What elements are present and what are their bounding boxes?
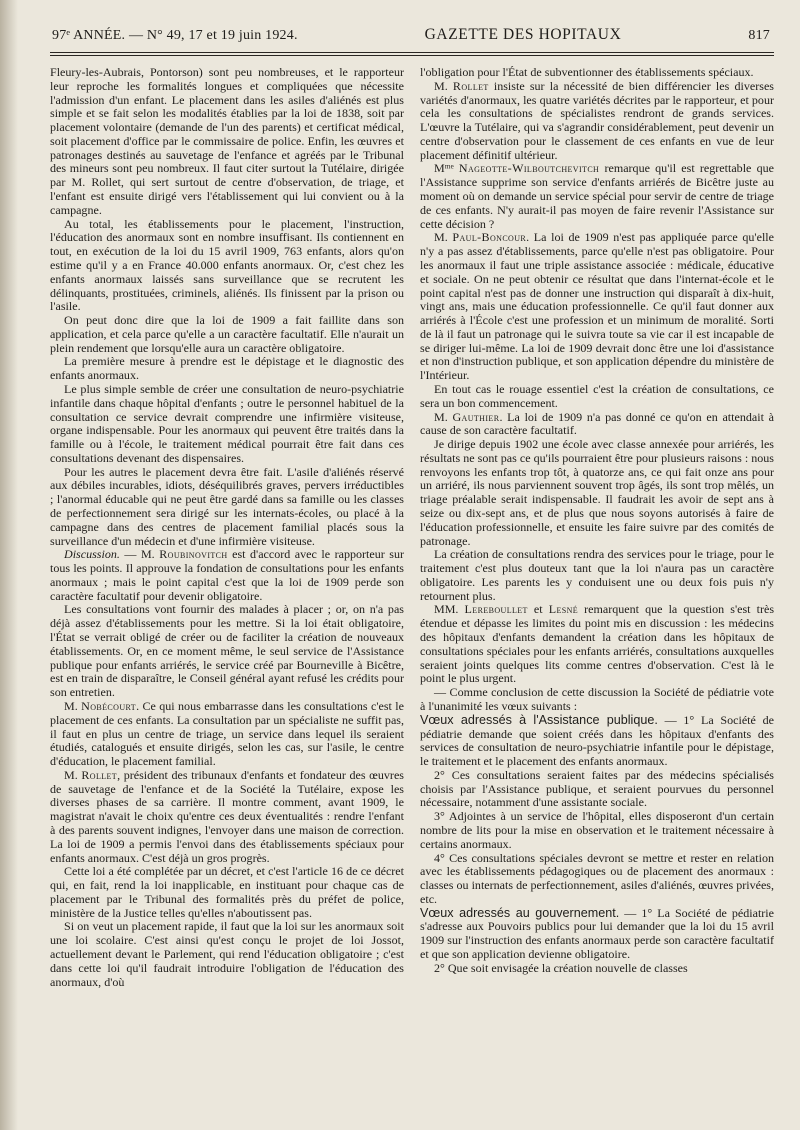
paragraph: 3° Adjointes à un service de l'hôpital, elles disposeront d'un certain nombre de lits pour la mise en observation et le traitement nécessaire à certains anormaux. xyxy=(420,809,774,851)
paragraph: 2° Ces consultations seraient faites par des médecins spécialisés choisis par l'Assistance publique, et seraient pourvues du personnel nécessaire, notamment d'une assistante sociale. xyxy=(420,767,774,810)
paragraph xyxy=(50,700,404,769)
text-run: M. xyxy=(434,230,453,245)
right-column xyxy=(420,66,774,989)
paragraph: l'obligation pour l'État de subventionner des établissements spéciaux. xyxy=(420,65,754,79)
paragraph xyxy=(50,769,404,865)
paragraph: Les consultations vont fournir des malades à placer ; or, on n'a pas déjà assez d'établissements pour les mettre. Si la loi était obligatoire, l'État se verrait obligé de créer ou de faciliter la création de nouveaux établissements. Or, en ce moment même, le seul service de l'Assistance publique pour enfants arriérés, le service créé par Bourneville à Bicêtre, est en train de disparaître, le Conseil général ayant refusé les crédits pour son entretien. xyxy=(50,602,404,700)
journal-title: GAZETTE DES HOPITAUX xyxy=(424,26,622,43)
paragraph: — Comme conclusion de cette discussion la Société de pédiatrie vote à l'unanimité les vœux suivants : xyxy=(420,685,774,713)
paragraph xyxy=(420,231,774,383)
paragraph: On peut donc dire que la loi de 1909 a fait faillite dans son application, et cela parce qu'elle a un caractère facultatif. Elle n'aurait un plein rendement que lorsqu'elle aura un caractère obligatoire. xyxy=(50,313,404,355)
speaker-name: Roubinovitch xyxy=(159,547,228,562)
paragraph xyxy=(420,907,774,962)
speaker-name: Lereboullet xyxy=(464,602,528,617)
paragraph xyxy=(420,714,774,769)
text-run: M. xyxy=(64,698,82,713)
paragraph xyxy=(420,411,774,439)
text-run: est d'accord avec le rapporteur sur tous les points. Il approuve la fondation de consultations pour les enfants anormaux ; mais le point capital c'est que la loi de 1909 perde son caractère facultatif pour devenir obligatoire. xyxy=(50,547,404,603)
page-number: 817 xyxy=(748,28,770,43)
speaker-name: Paul-Boncour xyxy=(452,230,527,245)
text-run: . Ce qui nous embarrasse dans les consultations c'est le placement de ces enfants. La consultation par un spécialiste ne suffit pas, il faut en plus un centre de triage, un service dans lequel ils seraient étudiés, catalogués et ensuite dirigés, selon les cas, sur l'asile, le centre d'éducation, le placement familial. xyxy=(50,698,404,769)
paragraph: Si on veut un placement rapide, il faut que la loi sur les anormaux soit une loi scolaire. C'est ainsi qu'est conçu le projet de loi Jossot, actuellement devant le Parlement, qui rend l'éducation obligatoire ; c'est dans cette loi qu'il faudrait introduire l'obligation de l'éducation des anormaux, d'où xyxy=(50,919,404,989)
speaker-name: Rollet xyxy=(81,767,118,782)
section-heading: Vœux adressés à l'Assistance publique. xyxy=(420,712,658,727)
text-run: et xyxy=(527,602,549,617)
text-run: . La loi de 1909 n'est pas appliquée parce qu'elle n'y a pas assez d'établissements, parce qu'elle n'est pas obligatoire. Pour les anormaux il faut une triple assistance associée : médicale, éducative et sociale. On ne peut obtenir ce résultat que dans l'internat-école et le point capital n'est pas de donner une instruction qui disparaît à dix-huit, vingt ans, mais une éducation professionnelle. Ce qu'il faut donner aux arriérés à l'École c'est une profession et un minimum de moralité. Sorti de là il faut un patronage qui le suivra toute sa vie car il est incapable de se diriger lui-même. La loi de 1909 devrait donc être une loi d'assistance et non d'instruction publique, et son application dépendre du ministère de l'Intérieur. xyxy=(420,230,774,383)
speaker-name: Nobécourt xyxy=(81,698,137,713)
text-run: M. xyxy=(434,409,453,424)
paragraph: Le plus simple semble de créer une consultation de neuro-psychiatrie infantile dans chaque hôpital d'enfants ; outre le personnel habituel de la consultation ce service devrait comprendre une infirmière visiteuse, organe indispensable. Pour les anormaux qui peuvent être traités dans la famille ou à l'école, le traitement médical pourrait être fait dans ces consultations devenant des dispensaires. xyxy=(50,381,404,465)
paragraph: Fleury-les-Aubrais, Pontorson) sont peu nombreuses, et le rapporteur leur reproche les formalités longues et compliquées que nécessite l'admission d'un enfant. Le placement dans les asiles d'aliénés est plus simple et se fait selon les modalités établies par la loi de 1838, soit par placement volontaire (demande de l'un des parents) et certificat médical, soit placement d'office par le commissaire de police. Enfin, les œuvres et patronages destinés au sauvetage de l'enfance et agréés par le Tribunal des mineurs sont peu nombreux. Il faut citer surtout la Tutélaire, dirigée par M. Rollet, qui sert surtout de centre d'observation, de triage, et l'enfant est ensuite dirigé vers l'établissement qui lui convient ou à la campagne. xyxy=(50,65,404,217)
text-columns xyxy=(50,66,774,989)
speaker-name: Gauthier xyxy=(452,409,500,424)
speaker-name: Rollet xyxy=(452,78,489,93)
text-run: . La loi de 1909 n'a pas donné ce qu'on en attendait à cause de son caractère facultatif. xyxy=(420,409,774,438)
header-rule xyxy=(50,52,774,53)
paragraph: Cette loi a été complétée par un décret, et c'est l'article 16 de ce décret qui, en fait, rend la loi inapplicable, en instituant pour chaque cas de placement par le Tribunal des formalités près du préfet de police, ministère de la Justice telles qu'elles n'aboutissent pas. xyxy=(50,864,404,920)
left-column xyxy=(50,66,404,989)
discussion-label: Discussion. xyxy=(64,547,120,562)
header-rule-double xyxy=(50,55,774,56)
paragraph: 4° Ces consultations spéciales devront se mettre et rester en relation avec les établissements pédagogiques ou de placement des anormaux : classes ou internats de perfectionnement, asiles d'aliénés, œuvres privées, etc. xyxy=(420,850,774,906)
paragraph: Pour les autres le placement devra être fait. L'asile d'aliénés réservé aux débiles incurables, idiots, déséquilibrés graves, pervers irréductibles ; l'anormal éducable qui ne peut être gardé dans sa famille ou les classes de perfectionnement sera dirigé sur les internats-écoles, ou placé à la campagne dans des centres de placement familial placés sous la surveillance d'un médecin et d'une infirmière visiteuse. xyxy=(50,464,404,548)
text-run: M. xyxy=(64,767,82,782)
text-run: , président des tribunaux d'enfants et fondateur des œuvres de sauvetage de l'enfance et de la Société la Tutélaire, expose les diverses phases de sa carrière. Il montre comment, avant 1909, le magistrat n'avait le choix qu'entre ces deux éventualités : rendre l'enfant à des parents souvent indignes, l'envoyer dans une maison de correction. La loi de 1909 a permis l'envoi dans des établissements spéciaux pour enfants anormaux. C'est déjà un gros progrès. xyxy=(50,767,404,865)
issue-line: 97ᵉ ANNÉE. — N° 49, 17 et 19 juin 1924. xyxy=(52,28,298,43)
text-run: Mᵐᵉ xyxy=(434,161,459,176)
paragraph xyxy=(50,548,404,603)
section-heading: Vœux adressés au gouvernement. xyxy=(420,905,620,920)
speaker-name: Nageotte-Wilboutchevitch xyxy=(458,161,600,176)
paragraph: Au total, les établissements pour le placement, l'instruction, l'éducation des anormaux sont en nombre insuffisant. Ils contiennent en tout, en exécution de la loi du 15 avril 1909, 763 enfants, alors qu'on estime qu'il y a en France 40.000 enfants anormaux. Or, c'est chez les enfants anormaux laissés sans surveillance que se recrutent les délinquants, prostituées, criminels, aliénés. Ils finissent par la prison ou l'asile. xyxy=(50,216,404,314)
text-run: — 1° La Société de pédiatrie s'adresse aux Pouvoirs publics pour lui demander que la loi du 15 avril 1909 sur l'instruction des enfants anormaux perde son caractère facultatif et que son application devienne obligatoire. xyxy=(420,905,774,961)
paragraph: En tout cas le rouage essentiel c'est la création de consultations, ce sera un bon commencement. xyxy=(420,381,774,410)
text-run: — 1° La Société de pédiatrie demande que soient créés dans les hôpitaux d'enfants des services de consultation de neuro-psychiatrie infantile pour le dépistage, le traitement et le placement des enfants anormaux. xyxy=(420,712,774,769)
text-run: remarque qu'il est regrettable que l'Assistance supprime son service d'enfants arriérés de Bicêtre juste au moment où on demande un service spécial pour servir de centre de triage de ces enfants. N'y aurait-il pas moyen de faire revenir l'Assistance sur cette décision ? xyxy=(420,161,774,231)
paragraph: La première mesure à prendre est le dépistage et le diagnostic des enfants anormaux. xyxy=(50,354,404,383)
text-run: M. xyxy=(434,78,453,93)
text-run: remarquent que la question s'est très étendue et dépasse les limites du point mis en discussion : les médecins des hôpitaux d'enfants demandent la création dans les hôpitaux de consultations spéciales pour les enfants arriérés, consultations auxquelles seraient joints quelques lits comme centres d'observation. C'est là le point le plus urgent. xyxy=(420,602,775,686)
text-run: — M. xyxy=(119,547,160,562)
paragraph: Je dirige depuis 1902 une école avec classe annexée pour arriérés, les résultats ne sont pas ce qu'ils pourraient être pour plusieurs raisons : nous renvoyons les enfants trop tôt, à quatorze ans, ce qui fait onze ans pour un arriéré, ils nous parviennent souvent trop âgés, ils sont trop mêlés, un triage préalable serait indispensable. Il faudrait les avoir de sept ans à seize ou dix-sept ans, et de plus que nous soyons autorisés à faire de l'éducation professionnelle, et ensuite les faire suivre par des comités de patronage. xyxy=(420,437,774,548)
paragraph: La création de consultations rendra des services pour le triage, pour le traitement c'est plus douteux tant que la loi n'aura pas un caractère obligatoire. Les parents les y conduisent une ou deux fois puis n'y retournent plus. xyxy=(420,547,774,603)
text-run: MM. xyxy=(434,602,465,617)
speaker-name: Lesné xyxy=(548,602,579,617)
page-header xyxy=(50,26,774,44)
paragraph: 2° Que soit envisagée la création nouvelle de classes xyxy=(434,960,688,975)
paragraph xyxy=(420,162,774,231)
paragraph xyxy=(420,603,774,686)
text-run: insiste sur la nécessité de bien différencier les diverses variétés d'anormaux, les quatre variétés décrites par le rapporteur, et pour cela les consultations de spécialistes rendront de grands services. L'œuvre la Tutélaire, qui va s'agrandir considérablement, peut devenir un centre d'observation pour le classement de ces enfants en vue de leur placement définitif ultérieur. xyxy=(420,78,774,162)
paragraph xyxy=(420,80,774,163)
